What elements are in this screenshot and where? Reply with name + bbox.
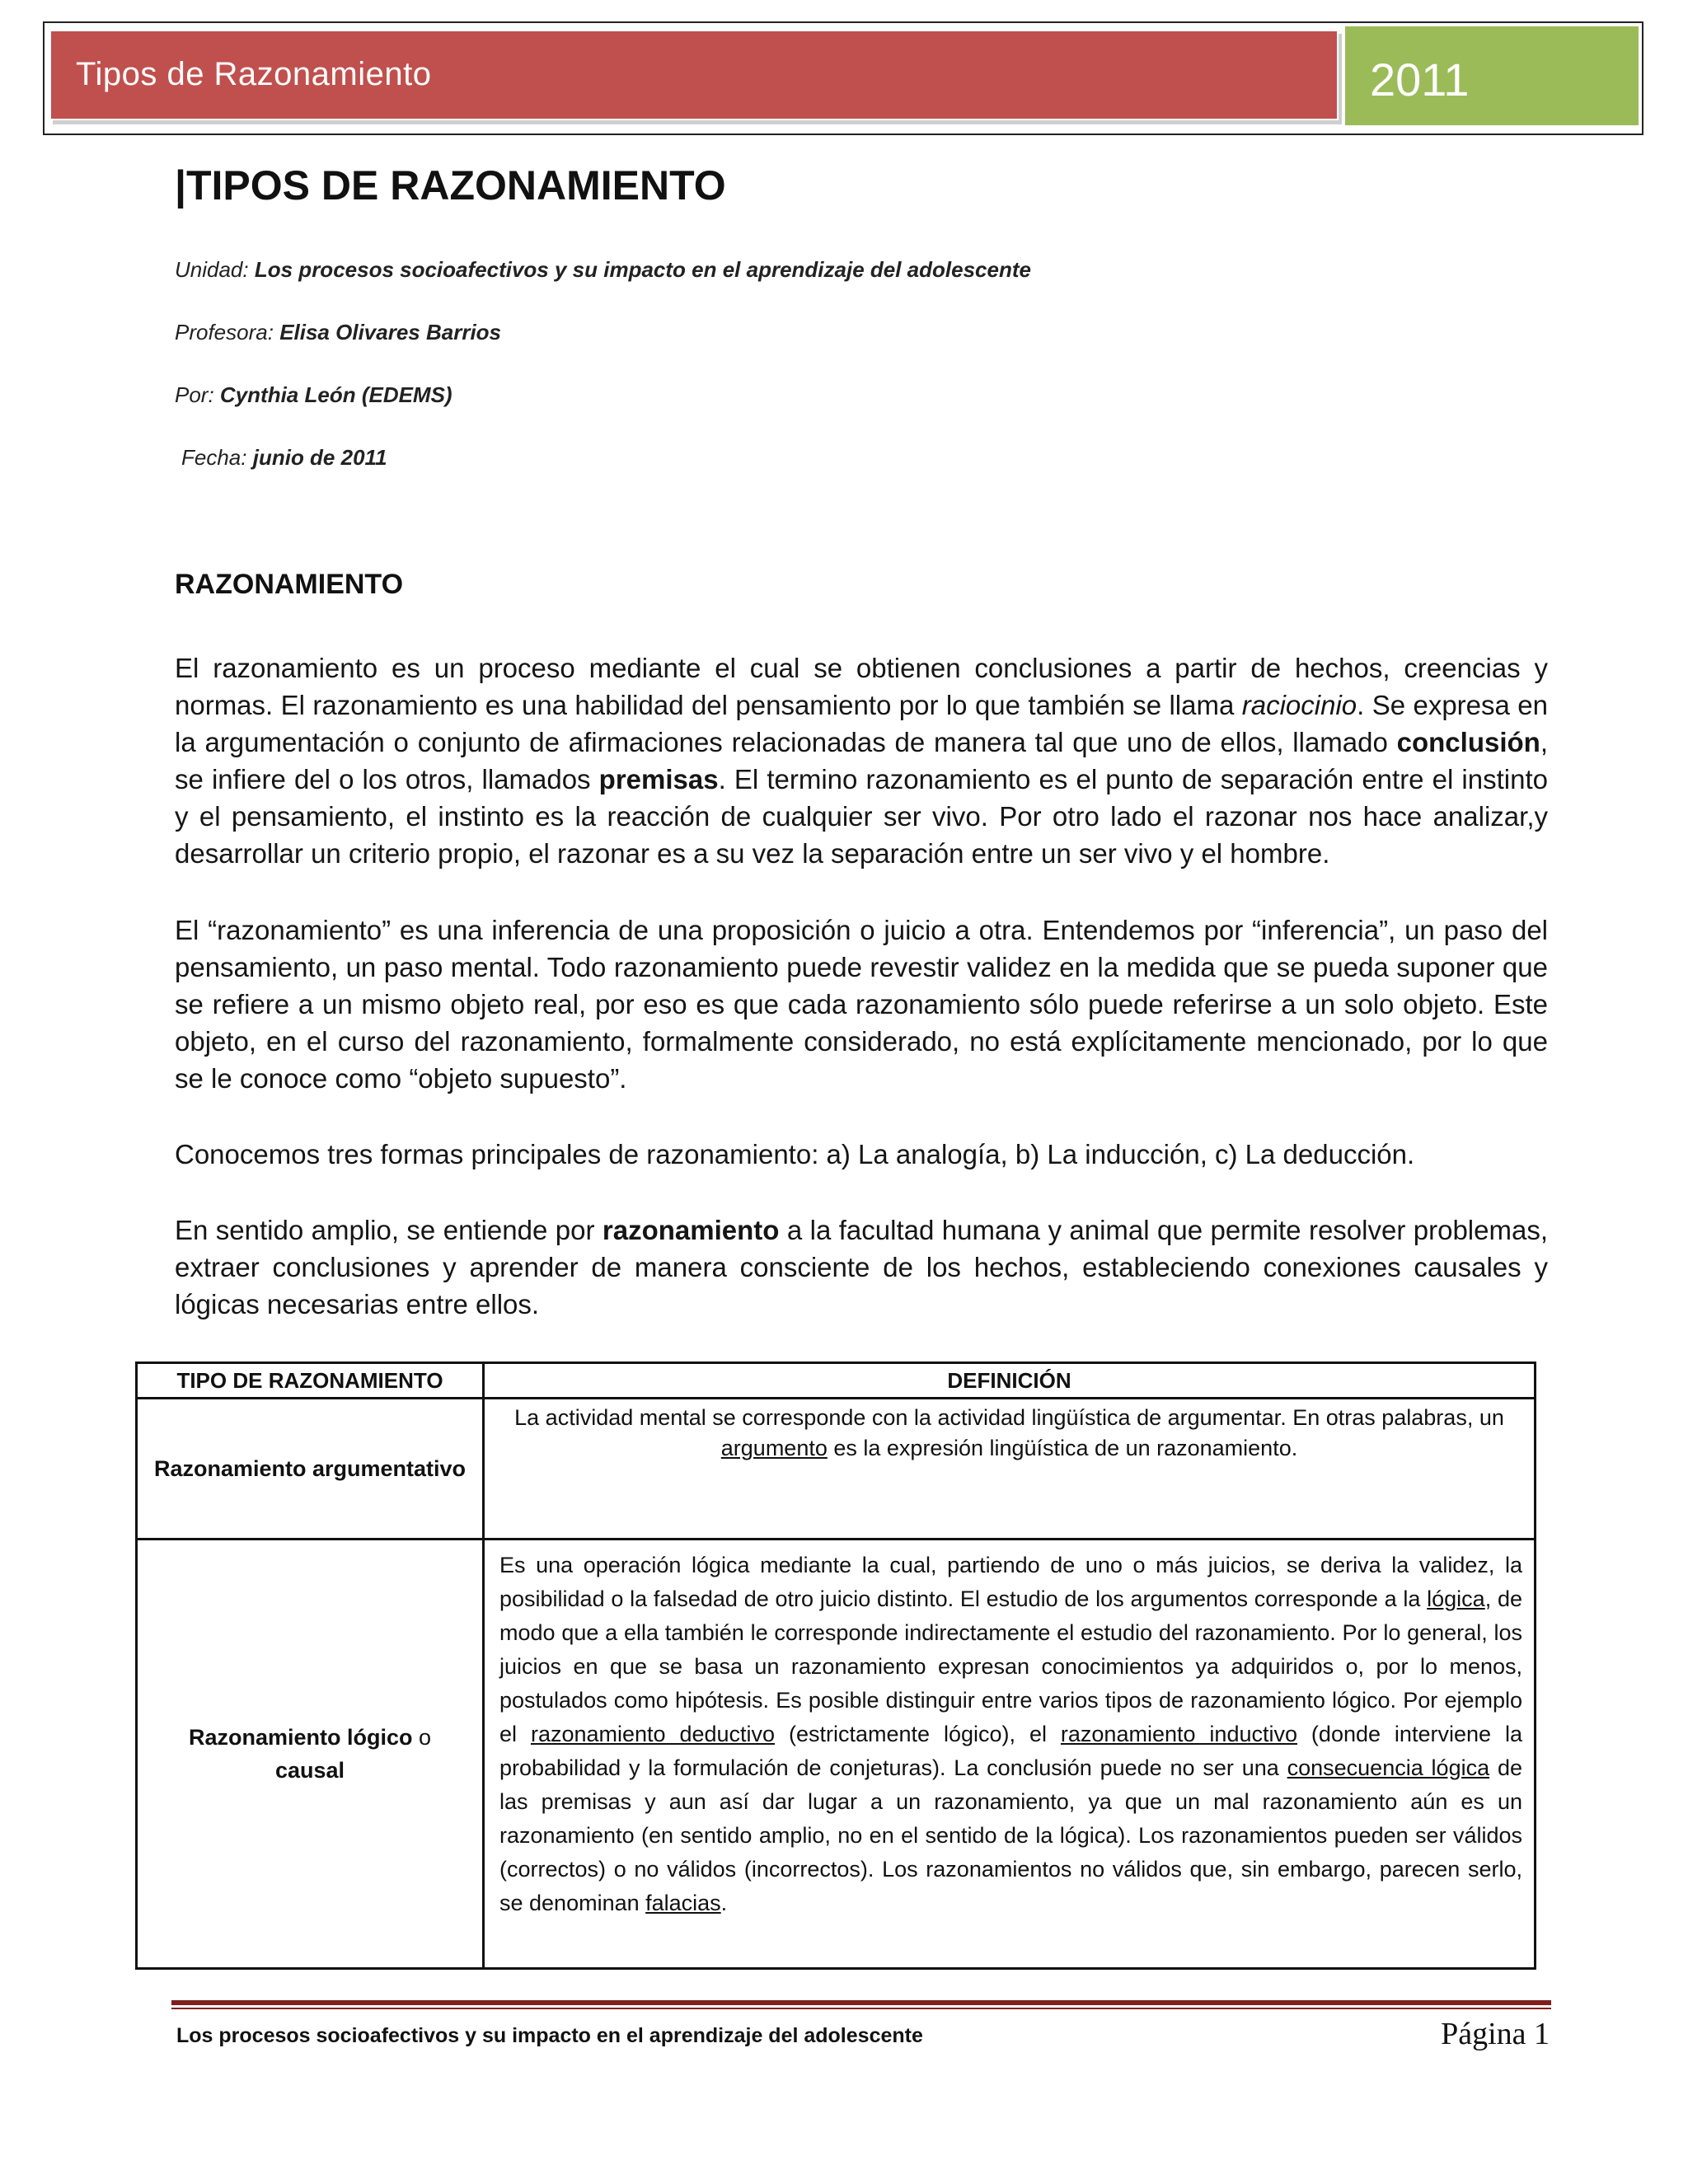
def-text: es la expresión lingüística de un razonamiento. [827, 1436, 1298, 1460]
page-number: Página 1 [1441, 2017, 1550, 2051]
meta-por [175, 382, 452, 408]
paragraph-1 [175, 649, 1548, 872]
meta-por-value: Cynthia León (EDEMS) [219, 382, 452, 407]
def-text: Es una operación lógica mediante la cual, partiendo de uno o más juicios, se deriva la validez, la posibilidad o la falsedad de otro juicio distinto. El estudio de los argumentos corresponde a la [499, 1553, 1522, 1611]
link-razonamiento-deductivo[interactable]: razonamiento deductivo [530, 1722, 776, 1746]
tipo-logico: Razonamiento lógico [188, 1725, 413, 1750]
def-text: (estrictamente lógico), el [775, 1722, 1061, 1746]
p4-bold: razonamiento [602, 1215, 780, 1245]
table-cell-definicion [484, 1399, 1536, 1540]
table-header-definicion: DEFINICIÓN [484, 1363, 1536, 1399]
def-text: . [720, 1891, 728, 1915]
header-year: 2011 [1370, 54, 1470, 105]
footer-divider [171, 2000, 1551, 2005]
page-title: |TIPOS DE RAZONAMIENTO [175, 162, 726, 209]
link-consecuencia-logica[interactable]: consecuencia lógica [1287, 1755, 1490, 1780]
meta-unidad-value: Los procesos socioafectivos y su impacto en el aprendizaje del adolescente [254, 257, 1031, 282]
header-title: Tipos de Razonamiento [76, 56, 432, 92]
table-row [137, 1540, 1536, 1969]
def-text: , de modo que a ella también le corresponde indirectamente el estudio del razonamiento. Por lo general, los juicios en que se basa un razonamiento expresan conocimientos ya adquiridos o, por lo menos, postulados como hipótesis. Es posible distinguir entre varios tipos de razonamiento lógico. Por ejemplo el [499, 1586, 1522, 1746]
reasoning-table [135, 1361, 1536, 1970]
p1-text: El razonamiento es un proceso mediante el cual se obtienen conclusiones a partir de hechos, creencias y normas. El razonamiento es una habilidad del pensamiento por lo que también se llama [175, 653, 1548, 720]
link-falacias[interactable]: falacias [645, 1891, 721, 1915]
table-cell-tipo [137, 1399, 484, 1540]
table-row [137, 1399, 1536, 1540]
table-header-tipo: TIPO DE RAZONAMIENTO [137, 1363, 484, 1399]
def-text: de las premisas y aun así dar lugar a un razonamiento, ya que un mal razonamiento aún es un razonamiento (en sentido amplio, no en el sentido de la lógica). Los razonamientos pueden ser válidos (correctos) o no válidos (incorrectos). Los razonamientos no válidos que, sin embargo, parecen serlo, se denominan [499, 1755, 1522, 1915]
meta-fecha-label: Fecha: [181, 445, 247, 470]
meta-unidad-label: Unidad: [175, 257, 249, 282]
meta-fecha [181, 445, 387, 471]
p4-text: En sentido amplio, se entiende por [175, 1215, 603, 1245]
p1-bold: premisas [598, 764, 719, 794]
meta-unidad [175, 257, 1031, 283]
tipo-argumentativo: Razonamiento argumentativo [153, 1456, 467, 1481]
tipo-connector: o [419, 1725, 432, 1750]
table-header-row [137, 1363, 1536, 1399]
paragraph-3: Conocemos tres formas principales de razonamiento: a) La analogía, b) La inducción, c) La deducción. [175, 1139, 1415, 1169]
link-razonamiento-inductivo[interactable]: razonamiento inductivo [1060, 1722, 1297, 1746]
tipo-causal: causal [274, 1758, 345, 1783]
footer-text: Los procesos socioafectivos y su impacto en el aprendizaje del adolescente [176, 2024, 923, 2047]
meta-por-label: Por: [175, 382, 214, 407]
header-year-box [1345, 26, 1639, 125]
header-title-box [49, 30, 1339, 120]
paragraph-2: El “razonamiento” es una inferencia de una proposición o juicio a otra. Entendemos por “inferencia”, un paso del pensamiento, un paso mental. Todo razonamiento puede revestir validez en la medida que se pueda suponer que se refiere a un mismo objeto real, por eso es que cada razonamiento sólo puede referirse a un solo objeto. Este objeto, en el curso del razonamiento, formalmente considerado, no está explícitamente mencionado, por lo que se le conoce como “objeto supuesto”. [175, 915, 1548, 1094]
footer-divider-thin [171, 2008, 1551, 2009]
link-logica[interactable]: lógica [1427, 1586, 1485, 1611]
p1-italic: raciocinio [1241, 690, 1357, 720]
paragraph-4 [175, 1212, 1548, 1323]
meta-profesora-value: Elisa Olivares Barrios [279, 320, 502, 344]
meta-profesora-label: Profesora: [175, 320, 274, 344]
meta-fecha-value: junio de 2011 [252, 445, 387, 470]
def-text: La actividad mental se corresponde con la actividad lingüística de argumentar. En otras palabras, un [514, 1405, 1504, 1430]
meta-profesora [175, 320, 501, 345]
p1-text: , se infiere del o los otros, llamados [175, 727, 1548, 794]
link-argumento[interactable]: argumento [720, 1436, 828, 1460]
def-text: (donde interviene la probabilidad y la formulación de conjeturas). La conclusión puede no ser una [499, 1722, 1522, 1780]
table-cell-definicion [484, 1540, 1536, 1969]
p1-text: . El termino razonamiento es el punto de separación entre el instinto y el pensamiento, el instinto es la reacción de cualquier ser vivo. Por otro lado el razonar nos hace analizar,y desarrollar un criterio propio, el razonar es a su vez la separación entre un ser vivo y el hombre. [175, 764, 1548, 869]
table-cell-tipo [137, 1540, 484, 1969]
p4-text: a la facultad humana y animal que permite resolver problemas, extraer conclusiones y aprender de manera consciente de los hechos, estableciendo conexiones causales y lógicas necesarias entre ellos. [175, 1215, 1548, 1319]
section-title: RAZONAMIENTO [175, 569, 404, 600]
p1-text: . Se expresa en la argumentación o conjunto de afirmaciones relacionadas de manera tal que uno de ellos, llamado [175, 690, 1548, 757]
p1-bold: conclusión [1396, 727, 1540, 757]
